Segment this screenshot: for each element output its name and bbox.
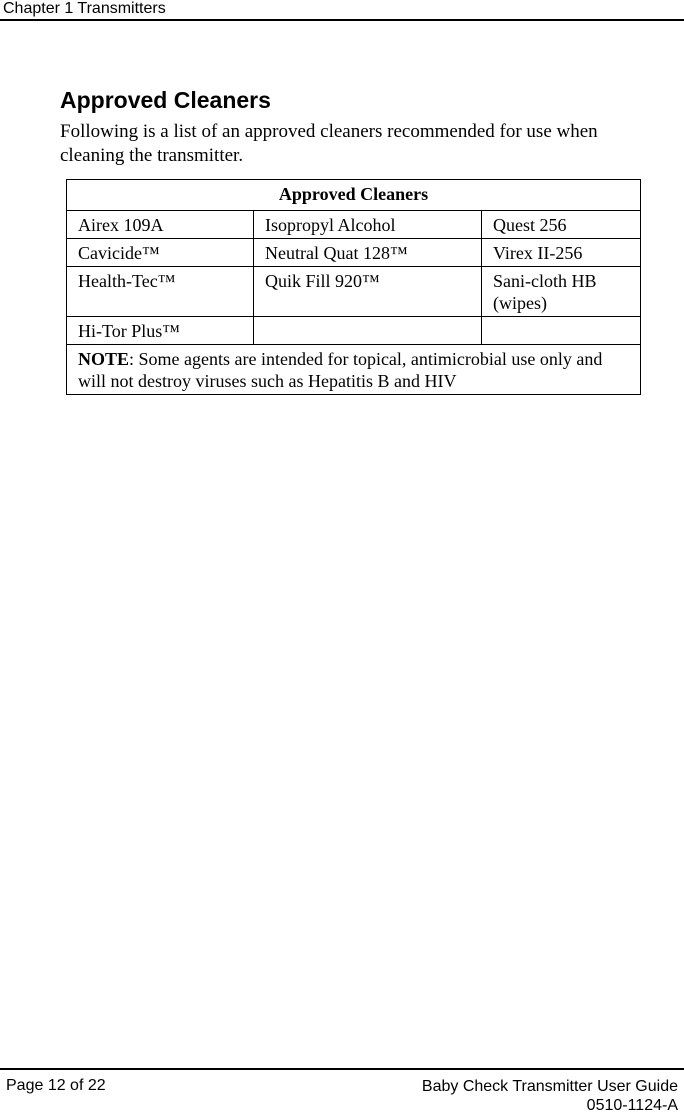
note-label: NOTE: [78, 349, 130, 369]
table-note: [67, 345, 641, 395]
table-cell: [482, 317, 641, 345]
table-cell: Cavicide™: [67, 239, 254, 267]
table-row: [67, 267, 641, 317]
table-cell: Sani-cloth HB (wipes): [482, 267, 641, 317]
table-cell: Hi-Tor Plus™: [67, 317, 254, 345]
table-header-row: [67, 180, 641, 211]
table-row: [67, 317, 641, 345]
approved-cleaners-table: [66, 179, 641, 395]
chapter-title: Chapter 1 Transmitters: [3, 0, 166, 17]
table-row: [67, 239, 641, 267]
page-number: Page 12 of 22: [6, 1077, 106, 1094]
table-cell: Quest 256: [482, 211, 641, 239]
table-note-row: [67, 345, 641, 395]
note-text: : Some agents are intended for topical, antimicrobial use only and will not destroy viruses such as Hepatitis B and HIV: [78, 349, 603, 391]
table-cell: [254, 317, 482, 345]
table-row: [67, 211, 641, 239]
table-cell: Virex II-256: [482, 239, 641, 267]
table-cell: Isopropyl Alcohol: [254, 211, 482, 239]
doc-number: 0510-1124-A: [586, 1097, 678, 1114]
table-cell: Health-Tec™: [67, 267, 254, 317]
table-cell: Airex 109A: [67, 211, 254, 239]
footer-doc-info: [422, 1077, 678, 1115]
intro-paragraph: Following is a list of an approved cleaners recommended for use when cleaning the transmitter.: [60, 121, 598, 166]
table-title: Approved Cleaners: [67, 180, 641, 211]
table-cell: Neutral Quat 128™: [254, 239, 482, 267]
page-header: [0, 0, 684, 21]
section-title: Approved Cleaners: [60, 87, 271, 113]
guide-title: Baby Check Transmitter User Guide: [421, 1078, 678, 1095]
page-footer-rule: [0, 1068, 684, 1070]
table-cell: Quik Fill 920™: [254, 267, 482, 317]
